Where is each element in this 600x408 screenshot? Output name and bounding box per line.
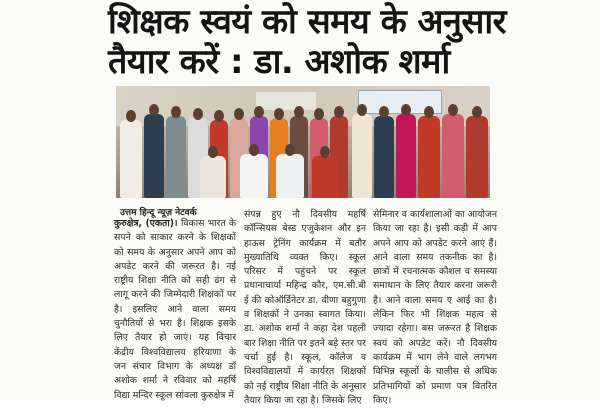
photo-person [166, 116, 186, 198]
photo-person [418, 116, 440, 198]
photo-head [149, 104, 159, 116]
article-column-1 [114, 217, 236, 401]
photo-person [120, 120, 142, 198]
column-3-text: सेमिनार व कार्यशालाओं का आयोजन किया जा रहा है। इसी कड़ी में आप अपने आप को अपडेट करने आएं हैं। आने वाला समय तकनीक का है। छात्रों में रचनात्मक कौशल व समस्या समाधान के लिए तैयार करना जरूरी है। आने वाला समय ए आई का है। लेकिन फिर भी शिक्षक महत्व से ज्यादा रहेगा। बस जरूरत है शिक्षक स्वयं को अपडेट करें। नौ दिवसीय कार्यक्रम में भाग लेने वाले लगभग विभिन्न स्कूलों के चालीस से अधिक प्रतिभागियों को प्रमाण पत्र वितरित किए। [373, 209, 497, 406]
headline-line-1: शिक्षक स्वयं को समय के अनुसार [108, 2, 507, 42]
photo-person [200, 156, 226, 198]
photo-person [442, 114, 464, 198]
photo-head [320, 146, 330, 158]
photo-head [294, 106, 304, 118]
column-1-text: विकास भारत के सपने को साकार करने के शिक्षकों को समय के अनुसार अपने आप को अपडेट करने की जरूरत है। नई राष्ट्रीय शिक्षा नीति को सही ढंग से लागू करने की जिम्मेदारी शिक्षकों पर है। इसलिए आने वाला समय चुनौतियों से भरा है। शिक्षक इसके लिए तैयार हो जाएं। यह विचार केंद्रीय विश्वविद्यालय हरियाणा के जन संचार विभाग के अध्यक्ष डॉ अशोक शर्मा ने रविवार को महर्षि विद्या मन्दिर स्कूल सांवला कुरुक्षेत्र में [114, 218, 236, 401]
photo-head [314, 108, 324, 120]
photo-person [276, 154, 304, 198]
headline [108, 2, 508, 82]
photo-head [249, 144, 259, 156]
photo-head [254, 106, 264, 118]
photo-head [171, 106, 181, 118]
article-column-2 [244, 208, 366, 406]
photo-head [193, 108, 203, 120]
photo-head [334, 106, 344, 118]
photo-person [352, 114, 372, 198]
photo-head [357, 104, 367, 116]
photo-head [208, 146, 218, 158]
photo-head [214, 110, 224, 122]
photo-head [285, 144, 295, 156]
article-column-3 [373, 208, 497, 406]
photo-person [396, 114, 416, 198]
headline-line-2: तैयार करें : डा. अशोक शर्मा [108, 42, 450, 82]
byline: उत्तम हिन्दू न्यूज़ नेटवर्क [120, 208, 197, 218]
photo-person [312, 156, 338, 198]
photo-head [379, 106, 389, 118]
group-photo [116, 86, 490, 198]
photo-head [424, 106, 434, 118]
photo-head [472, 106, 482, 118]
photo-person [374, 116, 394, 198]
photo-head [274, 108, 284, 120]
photo-board [256, 92, 316, 110]
photo-person [466, 116, 488, 198]
photo-person [240, 154, 268, 198]
dateline: कुरुक्षेत्र, (एकता)। [114, 218, 181, 229]
photo-head [126, 110, 136, 122]
photo-person [144, 114, 164, 198]
photo-head [401, 104, 411, 116]
photo-head [234, 108, 244, 120]
column-2-text: संपन्न हुए नौ दिवसीय महर्षि कॉन्सियस बेस्ड एजुकेशन और इन हाऊस ट्रेनिंग कार्यक्रम में बतौर मुख्यातिथि व्यक्त किए। स्कूल परिसर में पहुंचने पर स्कूल प्रधानाचार्या महिन्द्र कौर, एम.सी.बी ई की कोऑर्डिनेटर डा. वीणा बहुगुणा व शिक्षकों ने उनका स्वागत किया। डा. अशोक शर्मा ने कहा देश पहली बार शिक्षा नीति पर इतने बड़े स्तर पर चर्चा हुई है। स्कूल, कॉलेज व विश्वविद्यालयों में कार्यरत शिक्षकों को नई राष्ट्रीय शिक्षा नीति के अनुसार तैयार किया जा रहा है। जिसके लिए [244, 209, 366, 406]
photo-head [448, 104, 458, 116]
